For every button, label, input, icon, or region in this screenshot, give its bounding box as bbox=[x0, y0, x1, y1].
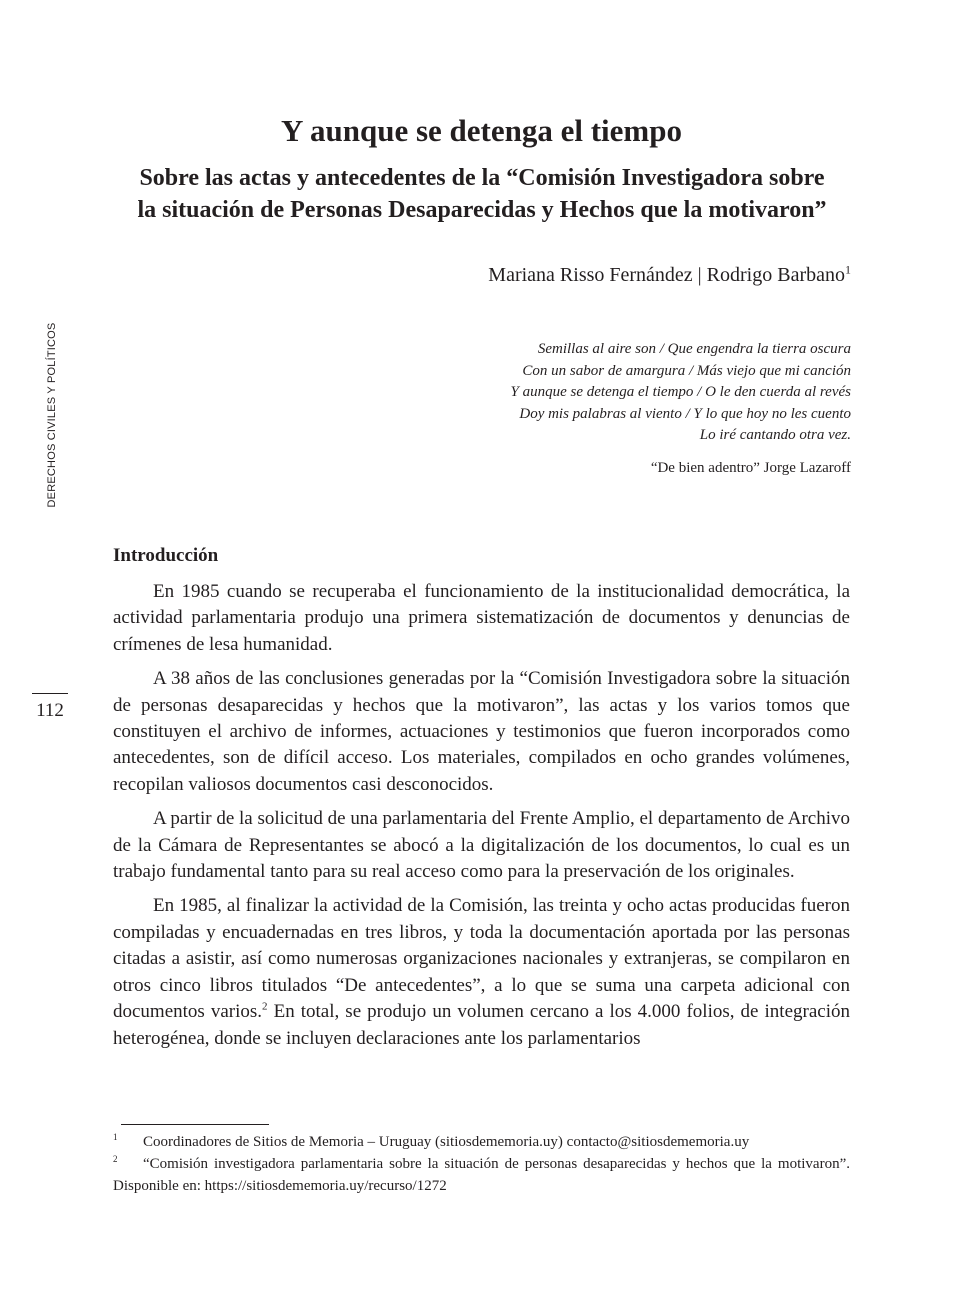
epigraph-line: Lo iré cantando otra vez. bbox=[699, 427, 851, 443]
footnote-text: Coordinadores de Sitios de Memoria – Uruguay (sitiosdememoria.uy) contacto@sitiosdememoria.uy bbox=[143, 1134, 750, 1150]
footnote-ref[interactable]: 2 bbox=[262, 1000, 268, 1013]
paragraph: A 38 años de las conclusiones generadas por la “Comisión Investigadora sobre la situación de personas desaparecidas y hechos que la motivaron”, las actas y los varios tomos que constituyen el archivo de informes, actuaciones y testimonios que fueron incorporados como antecedentes, son de difícil acceso. Los materiales, compilados en ocho grandes volúmenes, recopilan valiosos documentos casi desconocidos. bbox=[113, 668, 850, 795]
article-subtitle bbox=[100, 162, 864, 226]
footnote-mark: 2 bbox=[113, 1154, 118, 1164]
epigraph-line: Semillas al aire son / Que engendra la tierra oscura bbox=[537, 341, 851, 357]
running-section-text: DERECHOS CIVILES Y POLÍTICOS bbox=[46, 322, 58, 508]
epigraph-line: Doy mis palabras al viento / Y lo que hoy no les cuento bbox=[519, 405, 851, 422]
paragraph-text: En 1985, al finalizar la actividad de la Comisión, las treinta y ocho actas producidas fueron compiladas y encuadernadas en tres libros, y toda la documentación aportada por las personas citadas a asistir, así como numerosas organizaciones nacionales y extranjeras, se compilaron en otros cinco libros titulados “De antecedentes”, a lo que se suma una carpeta adicional con documentos varios. bbox=[113, 895, 850, 1023]
footnote-divider bbox=[121, 1124, 269, 1125]
author-footnote-ref[interactable]: 1 bbox=[845, 262, 851, 277]
epigraph-line: Con un sabor de amargura / Más viejo que mi canción bbox=[522, 362, 851, 379]
subtitle-line: la situación de Personas Desaparecidas y Hechos que la motivaron” bbox=[137, 197, 827, 223]
paragraph-text: En total, se produjo un volumen cercano a los 4.000 folios, de integración heterogénea, donde se incluyen declaraciones ante los parlamentarios bbox=[113, 1001, 850, 1049]
subtitle-line: Sobre las actas y antecedentes de la “Comisión Investigadora sobre bbox=[139, 165, 825, 191]
footnotes bbox=[113, 1131, 850, 1197]
epigraph-line: Y aunque se detenga el tiempo / O le den cuerda al revés bbox=[510, 384, 851, 400]
paragraph: En 1985 cuando se recuperaba el funcionamiento de la institucionalidad democrática, la actividad parlamentaria produjo una primera sistematización de documentos y denuncias de crímenes de lesa humanidad. bbox=[113, 581, 850, 655]
paragraph bbox=[113, 893, 850, 1051]
footnote bbox=[113, 1153, 850, 1197]
body-text bbox=[113, 579, 850, 1060]
authors-byline bbox=[488, 262, 851, 288]
epigraph bbox=[511, 339, 851, 447]
epigraph-attribution: “De bien adentro” Jorge Lazaroff bbox=[650, 460, 851, 476]
author-names: Mariana Risso Fernández | Rodrigo Barbano bbox=[488, 264, 845, 286]
running-section-label bbox=[46, 318, 58, 512]
article-title: Y aunque se detenga el tiempo bbox=[281, 113, 682, 148]
footnote bbox=[113, 1131, 850, 1153]
footnote-mark: 1 bbox=[113, 1132, 118, 1142]
page-number-rule bbox=[32, 693, 68, 694]
section-heading: Introducción bbox=[113, 545, 219, 566]
page-number: 112 bbox=[36, 700, 64, 721]
footnote-text: “Comisión investigadora parlamentaria sobre la situación de personas desaparecidas y hechos que la motivaron”. Disponible en: https://sitiosdememoria.uy/recurso/1272 bbox=[113, 1156, 850, 1194]
paragraph: A partir de la solicitud de una parlamentaria del Frente Amplio, el departamento de Archivo de la Cámara de Representantes se abocó a la digitalización de los documentos, lo cual es un trabajo fundamental tanto para su real acceso como para la preservación de los originales. bbox=[113, 808, 850, 883]
